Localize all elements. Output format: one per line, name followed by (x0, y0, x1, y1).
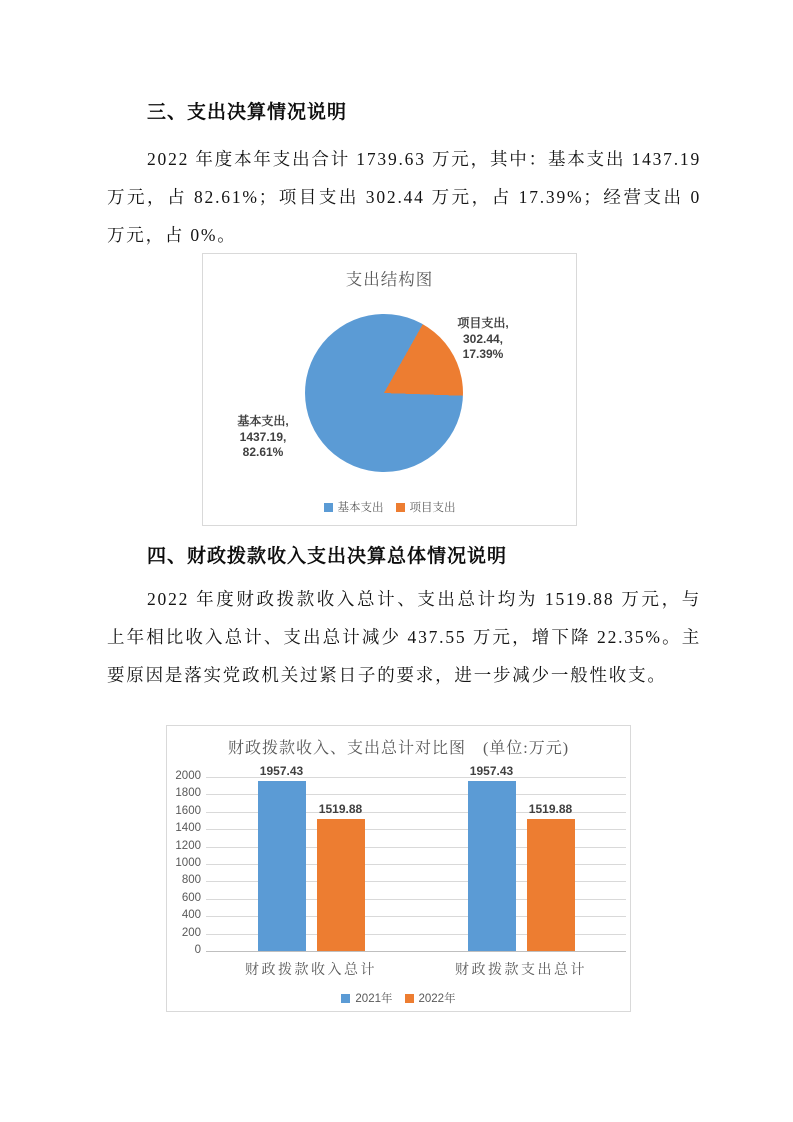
category-label: 财政拨款支出总计 (455, 963, 587, 978)
y-axis-tick-label: 2000 (175, 770, 201, 782)
bar-value-label: 1957.43 (259, 763, 304, 778)
bar-2021年 (468, 781, 516, 951)
bar-2022年 (527, 819, 575, 951)
bar-legend (167, 990, 630, 1006)
legend-item (341, 990, 392, 1006)
expenditure-structure-pie-chart (202, 253, 577, 526)
pie-slice-label-line: 302.44, (462, 331, 504, 346)
legend-item (405, 990, 456, 1006)
y-axis-tick-label: 0 (194, 944, 201, 956)
legend-swatch (324, 503, 333, 512)
y-axis-tick-label: 1400 (175, 822, 201, 835)
legend-label: 2022年 (418, 993, 456, 1005)
y-axis-tick-label: 600 (181, 891, 201, 904)
section-4-paragraph: 2022 年度财政拨款收入总计、支出总计均为 1519.88 万元，与上年相比收入总计、支出总计减少 437.55 万元，增下降 22.35%。主要原因是落实党政机关过紧日子的要求，进一步减少一般性收支。 (107, 589, 701, 685)
category-label: 财政拨款收入总计 (245, 963, 377, 978)
pie-slice-label-line: 1437.19, (239, 429, 287, 444)
pie-slice-label-line: 82.61% (242, 445, 284, 459)
y-axis-tick-label: 1800 (175, 787, 201, 800)
y-axis-tick-label: 1600 (175, 804, 201, 817)
y-axis-tick-label: 1200 (175, 839, 201, 852)
legend-label: 项目支出 (409, 502, 456, 514)
section-3-paragraph: 2022 年度本年支出合计 1739.63 万元，其中：基本支出 1437.19 万元，占 82.61%；项目支出 302.44 万元，占 17.39%；经营支出 0 万元，占 0%。 (107, 149, 701, 245)
legend-label: 2021年 (355, 993, 393, 1005)
pie-slice-label-line: 基本支出, (237, 414, 289, 428)
y-axis-tick-label: 200 (181, 926, 201, 939)
bar-2022年 (317, 819, 365, 951)
y-axis-tick-label: 1000 (175, 857, 201, 869)
legend-swatch (405, 994, 414, 1003)
legend-swatch (396, 503, 405, 512)
bar-chart-title: 财政拨款收入、支出总计对比图 (单位:万元) (227, 740, 570, 757)
section-4-heading: 四、财政拨款收入支出决算总体情况说明 (147, 546, 508, 567)
legend-label: 基本支出 (337, 502, 384, 514)
bar-value-label: 1519.88 (318, 801, 363, 816)
fiscal-comparison-bar-chart (166, 725, 631, 1012)
pie-slice-label-line: 17.39% (462, 347, 504, 361)
y-axis-tick-label: 800 (181, 874, 201, 887)
bar-2021年 (258, 781, 306, 951)
bar-value-label: 1957.43 (469, 763, 514, 778)
legend-item (396, 499, 456, 515)
legend-item (324, 499, 384, 515)
section-3-heading: 三、支出决算情况说明 (147, 102, 348, 123)
pie-slice-label (211, 414, 315, 461)
bar-value-label: 1519.88 (528, 801, 573, 816)
legend-swatch (341, 994, 350, 1003)
y-axis-tick-label: 400 (181, 909, 201, 922)
pie-chart-title: 支出结构图 (345, 270, 434, 289)
pie-legend (203, 499, 576, 515)
pie-slice-label (431, 316, 535, 363)
pie-slice-label-line: 项目支出, (457, 316, 509, 330)
gridline (206, 951, 626, 952)
